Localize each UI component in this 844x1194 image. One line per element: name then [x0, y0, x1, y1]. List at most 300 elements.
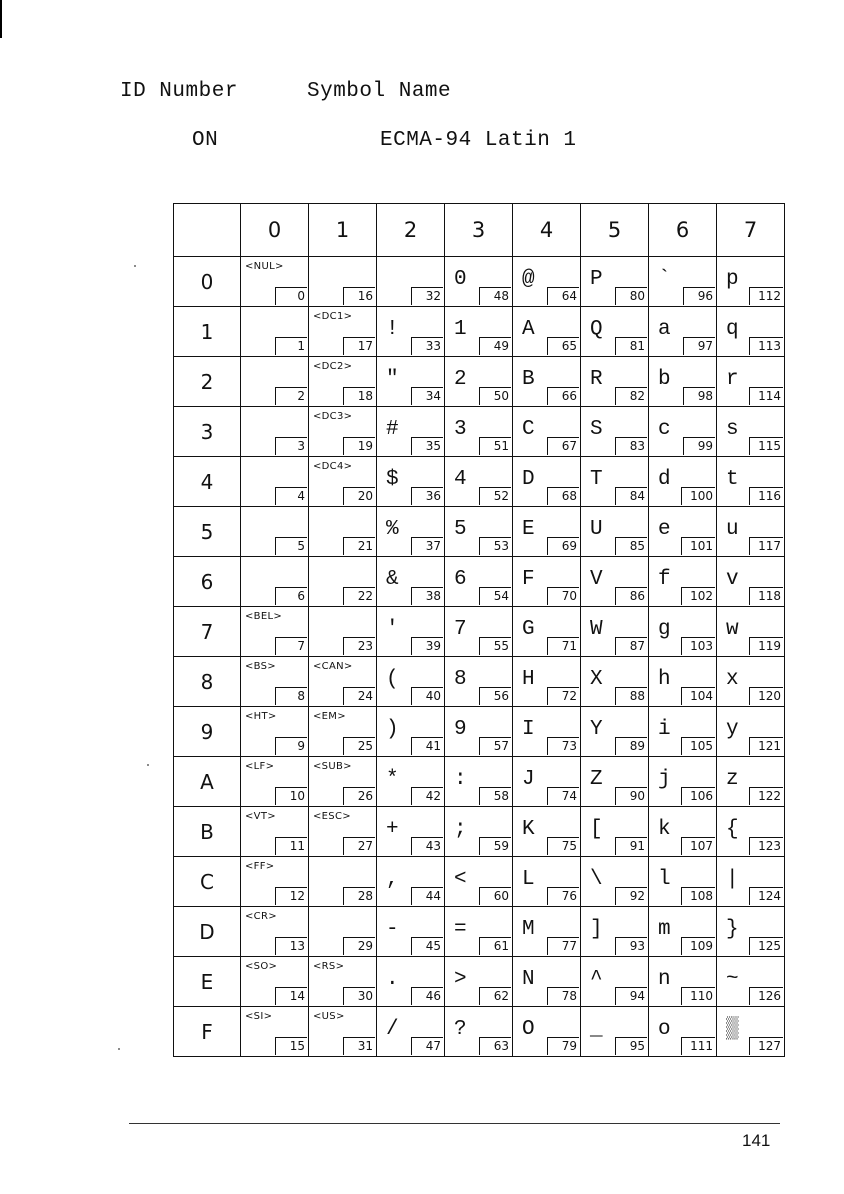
character-glyph: K [522, 818, 535, 841]
column-header-1: 1 [309, 204, 377, 257]
character-glyph: ' [386, 618, 399, 641]
char-cell [377, 707, 445, 757]
character-glyph: G [522, 618, 535, 641]
char-cell [309, 657, 377, 707]
decimal-code-box: 55 [479, 637, 511, 655]
control-code-label: <CR> [245, 911, 277, 922]
decimal-code-box: 120 [749, 687, 783, 705]
chart-row-F [174, 1007, 785, 1057]
character-glyph: v [726, 568, 739, 591]
decimal-code-box: 62 [479, 987, 511, 1005]
character-glyph: X [590, 668, 603, 691]
char-cell [241, 1007, 309, 1057]
char-cell [445, 507, 513, 557]
character-glyph: 1 [454, 318, 467, 341]
char-cell [581, 507, 649, 557]
character-glyph: N [522, 968, 535, 991]
decimal-code-box: 85 [615, 537, 647, 555]
column-header-row [174, 204, 785, 257]
decimal-code-box: 50 [479, 387, 511, 405]
decimal-code-box: 105 [681, 737, 715, 755]
char-cell [309, 407, 377, 457]
character-glyph: B [522, 368, 535, 391]
character-glyph: ) [386, 718, 399, 741]
decimal-code-box: 67 [547, 437, 579, 455]
decimal-code-box: 15 [275, 1037, 307, 1055]
char-cell [241, 707, 309, 757]
decimal-code-box: 45 [411, 937, 443, 955]
decimal-code-box: 102 [681, 587, 715, 605]
char-cell [581, 957, 649, 1007]
decimal-code-box: 58 [479, 787, 511, 805]
character-glyph: ▒ [726, 1018, 739, 1041]
char-cell [513, 657, 581, 707]
decimal-code-box: 99 [683, 437, 715, 455]
decimal-code-box: 111 [681, 1037, 715, 1055]
char-cell [309, 857, 377, 907]
char-cell [649, 807, 717, 857]
char-cell [445, 557, 513, 607]
character-glyph: _ [590, 1018, 603, 1041]
character-glyph: 5 [454, 518, 467, 541]
char-cell [377, 1007, 445, 1057]
row-header-6: 6 [174, 557, 241, 607]
character-glyph: 2 [454, 368, 467, 391]
decimal-code-box: 98 [683, 387, 715, 405]
character-glyph: k [658, 818, 671, 841]
column-header-6: 6 [649, 204, 717, 257]
decimal-code-box: 4 [275, 487, 307, 505]
char-cell [717, 857, 785, 907]
char-cell [649, 657, 717, 707]
character-glyph: H [522, 668, 535, 691]
decimal-code-box: 48 [479, 287, 511, 305]
character-glyph: h [658, 668, 671, 691]
decimal-code-box: 47 [411, 1037, 443, 1055]
char-cell [309, 1007, 377, 1057]
char-cell [445, 407, 513, 457]
column-header-2: 2 [377, 204, 445, 257]
chart-row-2 [174, 357, 785, 407]
character-glyph: > [454, 968, 467, 991]
character-glyph: e [658, 518, 671, 541]
page-number: 141 [742, 1131, 771, 1150]
char-cell [513, 857, 581, 907]
decimal-code-box: 96 [683, 287, 715, 305]
char-cell [717, 507, 785, 557]
control-code-label: <SUB> [313, 761, 352, 772]
char-cell [717, 407, 785, 457]
character-glyph: I [522, 718, 535, 741]
decimal-code-box: 109 [681, 937, 715, 955]
char-cell [241, 457, 309, 507]
char-cell [581, 307, 649, 357]
char-cell [649, 457, 717, 507]
decimal-code-box: 25 [343, 737, 375, 755]
char-cell [581, 457, 649, 507]
decimal-code-box: 16 [343, 287, 375, 305]
decimal-code-box: 70 [547, 587, 579, 605]
chart-row-8 [174, 657, 785, 707]
control-code-label: <RS> [313, 961, 345, 972]
decimal-code-box: 35 [411, 437, 443, 455]
char-cell [513, 457, 581, 507]
char-cell [377, 457, 445, 507]
char-cell [309, 757, 377, 807]
character-glyph: ] [590, 918, 603, 941]
decimal-code-box: 61 [479, 937, 511, 955]
character-glyph: ` [658, 268, 671, 291]
chart-row-7 [174, 607, 785, 657]
character-glyph: u [726, 518, 739, 541]
character-glyph: f [658, 568, 671, 591]
char-cell [717, 357, 785, 407]
decimal-code-box: 8 [275, 687, 307, 705]
symbol-name-value: ECMA-94 Latin 1 [380, 129, 577, 152]
character-glyph: M [522, 918, 535, 941]
decimal-code-box: 63 [479, 1037, 511, 1055]
character-glyph: F [522, 568, 535, 591]
decimal-code-box: 66 [547, 387, 579, 405]
char-cell [649, 1007, 717, 1057]
decimal-code-box: 75 [547, 837, 579, 855]
char-cell [309, 507, 377, 557]
char-cell [649, 957, 717, 1007]
decimal-code-box: 3 [275, 437, 307, 455]
decimal-code-box: 28 [343, 887, 375, 905]
decimal-code-box: 81 [615, 337, 647, 355]
char-cell [717, 607, 785, 657]
decimal-code-box: 41 [411, 737, 443, 755]
char-cell [717, 957, 785, 1007]
char-cell [241, 307, 309, 357]
chart-row-E [174, 957, 785, 1007]
char-cell [377, 757, 445, 807]
char-cell [241, 407, 309, 457]
character-glyph: j [658, 768, 671, 791]
char-cell [581, 757, 649, 807]
decimal-code-box: 23 [343, 637, 375, 655]
character-glyph: 3 [454, 418, 467, 441]
character-glyph: A [522, 318, 535, 341]
character-glyph: W [590, 618, 603, 641]
decimal-code-box: 43 [411, 837, 443, 855]
row-header-5: 5 [174, 507, 241, 557]
char-cell [377, 257, 445, 307]
character-glyph: ? [454, 1018, 467, 1041]
char-cell [309, 907, 377, 957]
char-cell [717, 457, 785, 507]
character-glyph: q [726, 318, 739, 341]
char-cell [513, 1007, 581, 1057]
decimal-code-box: 88 [615, 687, 647, 705]
decimal-code-box: 12 [275, 887, 307, 905]
char-cell [241, 857, 309, 907]
char-cell [377, 807, 445, 857]
char-cell [377, 557, 445, 607]
char-cell [445, 1007, 513, 1057]
decimal-code-box: 17 [343, 337, 375, 355]
decimal-code-box: 38 [411, 587, 443, 605]
id-number-label: ID Number [120, 80, 238, 103]
decimal-code-box: 1 [275, 337, 307, 355]
char-cell [445, 457, 513, 507]
character-glyph: Y [590, 718, 603, 741]
decimal-code-box: 46 [411, 987, 443, 1005]
decimal-code-box: 73 [547, 737, 579, 755]
char-cell [445, 357, 513, 407]
decimal-code-box: 59 [479, 837, 511, 855]
char-cell [717, 707, 785, 757]
decimal-code-box: 53 [479, 537, 511, 555]
character-glyph: 8 [454, 668, 467, 691]
decimal-code-box: 13 [275, 937, 307, 955]
character-glyph: E [522, 518, 535, 541]
control-code-label: <US> [313, 1011, 345, 1022]
decimal-code-box: 87 [615, 637, 647, 655]
chart-row-B [174, 807, 785, 857]
decimal-code-box: 84 [615, 487, 647, 505]
char-cell [717, 1007, 785, 1057]
control-code-label: <EM> [313, 711, 346, 722]
char-cell [581, 707, 649, 757]
character-glyph: # [386, 418, 399, 441]
char-cell [649, 357, 717, 407]
character-glyph: b [658, 368, 671, 391]
control-code-label: <NUL> [245, 261, 284, 272]
char-cell [377, 357, 445, 407]
char-cell [513, 507, 581, 557]
chart-row-1 [174, 307, 785, 357]
row-header-2: 2 [174, 357, 241, 407]
character-glyph: o [658, 1018, 671, 1041]
character-glyph: * [386, 768, 399, 791]
char-cell [649, 307, 717, 357]
char-cell [445, 607, 513, 657]
char-cell [241, 757, 309, 807]
decimal-code-box: 76 [547, 887, 579, 905]
character-glyph: } [726, 918, 739, 941]
row-header-7: 7 [174, 607, 241, 657]
char-cell [445, 657, 513, 707]
decimal-code-box: 123 [749, 837, 783, 855]
char-cell [445, 257, 513, 307]
character-glyph: i [658, 718, 671, 741]
decimal-code-box: 110 [681, 987, 715, 1005]
decimal-code-box: 42 [411, 787, 443, 805]
chart-row-6 [174, 557, 785, 607]
decimal-code-box: 5 [275, 537, 307, 555]
character-glyph: O [522, 1018, 535, 1041]
character-glyph: Z [590, 768, 603, 791]
chart-row-3 [174, 407, 785, 457]
character-glyph: : [454, 768, 467, 791]
char-cell [309, 257, 377, 307]
control-code-label: <LF> [245, 761, 275, 772]
control-code-label: <VT> [245, 811, 276, 822]
char-cell [377, 657, 445, 707]
decimal-code-box: 122 [749, 787, 783, 805]
corner-cell [174, 204, 241, 257]
decimal-code-box: 36 [411, 487, 443, 505]
decimal-code-box: 125 [749, 937, 783, 955]
decimal-code-box: 95 [615, 1037, 647, 1055]
decimal-code-box: 57 [479, 737, 511, 755]
char-cell [581, 607, 649, 657]
decimal-code-box: 68 [547, 487, 579, 505]
scan-speck [134, 265, 136, 267]
char-cell [649, 907, 717, 957]
row-header-B: B [174, 807, 241, 857]
decimal-code-box: 30 [343, 987, 375, 1005]
character-glyph: " [386, 368, 399, 391]
char-cell [581, 1007, 649, 1057]
character-glyph: c [658, 418, 671, 441]
decimal-code-box: 10 [275, 787, 307, 805]
character-glyph: V [590, 568, 603, 591]
char-cell [581, 907, 649, 957]
footer-rule [129, 1123, 780, 1124]
char-cell [717, 257, 785, 307]
character-glyph: 4 [454, 468, 467, 491]
char-cell [445, 957, 513, 1007]
char-cell [513, 307, 581, 357]
control-code-label: <HT> [245, 711, 277, 722]
character-glyph: ~ [726, 968, 739, 991]
char-cell [241, 957, 309, 1007]
char-cell [581, 407, 649, 457]
char-cell [717, 657, 785, 707]
decimal-code-box: 83 [615, 437, 647, 455]
column-header-4: 4 [513, 204, 581, 257]
character-glyph: d [658, 468, 671, 491]
row-header-0: 0 [174, 257, 241, 307]
decimal-code-box: 6 [275, 587, 307, 605]
char-cell [649, 407, 717, 457]
decimal-code-box: 9 [275, 737, 307, 755]
character-glyph: t [726, 468, 739, 491]
character-glyph: R [590, 368, 603, 391]
char-cell [241, 807, 309, 857]
char-cell [377, 307, 445, 357]
character-glyph: a [658, 318, 671, 341]
decimal-code-box: 69 [547, 537, 579, 555]
decimal-code-box: 97 [683, 337, 715, 355]
row-header-C: C [174, 857, 241, 907]
char-cell [377, 957, 445, 1007]
decimal-code-box: 56 [479, 687, 511, 705]
char-cell [717, 557, 785, 607]
decimal-code-box: 7 [275, 637, 307, 655]
row-header-9: 9 [174, 707, 241, 757]
chart-row-9 [174, 707, 785, 757]
char-cell [445, 807, 513, 857]
character-glyph: n [658, 968, 671, 991]
left-margin-bar [0, 0, 2, 38]
character-glyph: 0 [454, 268, 467, 291]
decimal-code-box: 26 [343, 787, 375, 805]
decimal-code-box: 103 [681, 637, 715, 655]
character-glyph: w [726, 618, 739, 641]
char-cell [513, 357, 581, 407]
character-glyph: D [522, 468, 535, 491]
character-glyph: \ [590, 868, 603, 891]
chart-body [174, 257, 785, 1057]
character-glyph: T [590, 468, 603, 491]
decimal-code-box: 126 [749, 987, 783, 1005]
character-glyph: x [726, 668, 739, 691]
decimal-code-box: 118 [749, 587, 783, 605]
decimal-code-box: 72 [547, 687, 579, 705]
character-glyph: P [590, 268, 603, 291]
decimal-code-box: 44 [411, 887, 443, 905]
control-code-label: <SO> [245, 961, 278, 972]
char-cell [445, 707, 513, 757]
char-cell [649, 257, 717, 307]
char-cell [241, 607, 309, 657]
char-cell [513, 557, 581, 607]
row-header-4: 4 [174, 457, 241, 507]
char-cell [377, 857, 445, 907]
char-cell [241, 257, 309, 307]
decimal-code-box: 49 [479, 337, 511, 355]
character-chart-table [173, 203, 785, 1057]
character-glyph: ! [386, 318, 399, 341]
scan-speck [147, 764, 149, 766]
column-header-5: 5 [581, 204, 649, 257]
character-glyph: J [522, 768, 535, 791]
decimal-code-box: 29 [343, 937, 375, 955]
char-cell [241, 907, 309, 957]
char-cell [377, 407, 445, 457]
column-header-7: 7 [717, 204, 785, 257]
char-cell [377, 607, 445, 657]
decimal-code-box: 80 [615, 287, 647, 305]
row-header-D: D [174, 907, 241, 957]
decimal-code-box: 113 [749, 337, 783, 355]
char-cell [513, 957, 581, 1007]
character-glyph: / [386, 1018, 399, 1041]
character-glyph: s [726, 418, 739, 441]
decimal-code-box: 121 [749, 737, 783, 755]
decimal-code-box: 108 [681, 887, 715, 905]
character-glyph: ; [454, 818, 467, 841]
character-glyph: - [386, 918, 399, 941]
column-header-0: 0 [241, 204, 309, 257]
char-cell [717, 807, 785, 857]
character-glyph: 6 [454, 568, 467, 591]
character-glyph: $ [386, 468, 399, 491]
char-cell [309, 607, 377, 657]
decimal-code-box: 31 [343, 1037, 375, 1055]
char-cell [649, 557, 717, 607]
decimal-code-box: 77 [547, 937, 579, 955]
char-cell [241, 657, 309, 707]
char-cell [649, 507, 717, 557]
decimal-code-box: 51 [479, 437, 511, 455]
decimal-code-box: 21 [343, 537, 375, 555]
char-cell [649, 607, 717, 657]
character-glyph: y [726, 718, 739, 741]
decimal-code-box: 115 [749, 437, 783, 455]
symbol-name-label: Symbol Name [307, 80, 452, 103]
decimal-code-box: 65 [547, 337, 579, 355]
decimal-code-box: 33 [411, 337, 443, 355]
chart-row-C [174, 857, 785, 907]
decimal-code-box: 112 [749, 287, 783, 305]
character-glyph: L [522, 868, 535, 891]
character-glyph: @ [522, 268, 535, 291]
